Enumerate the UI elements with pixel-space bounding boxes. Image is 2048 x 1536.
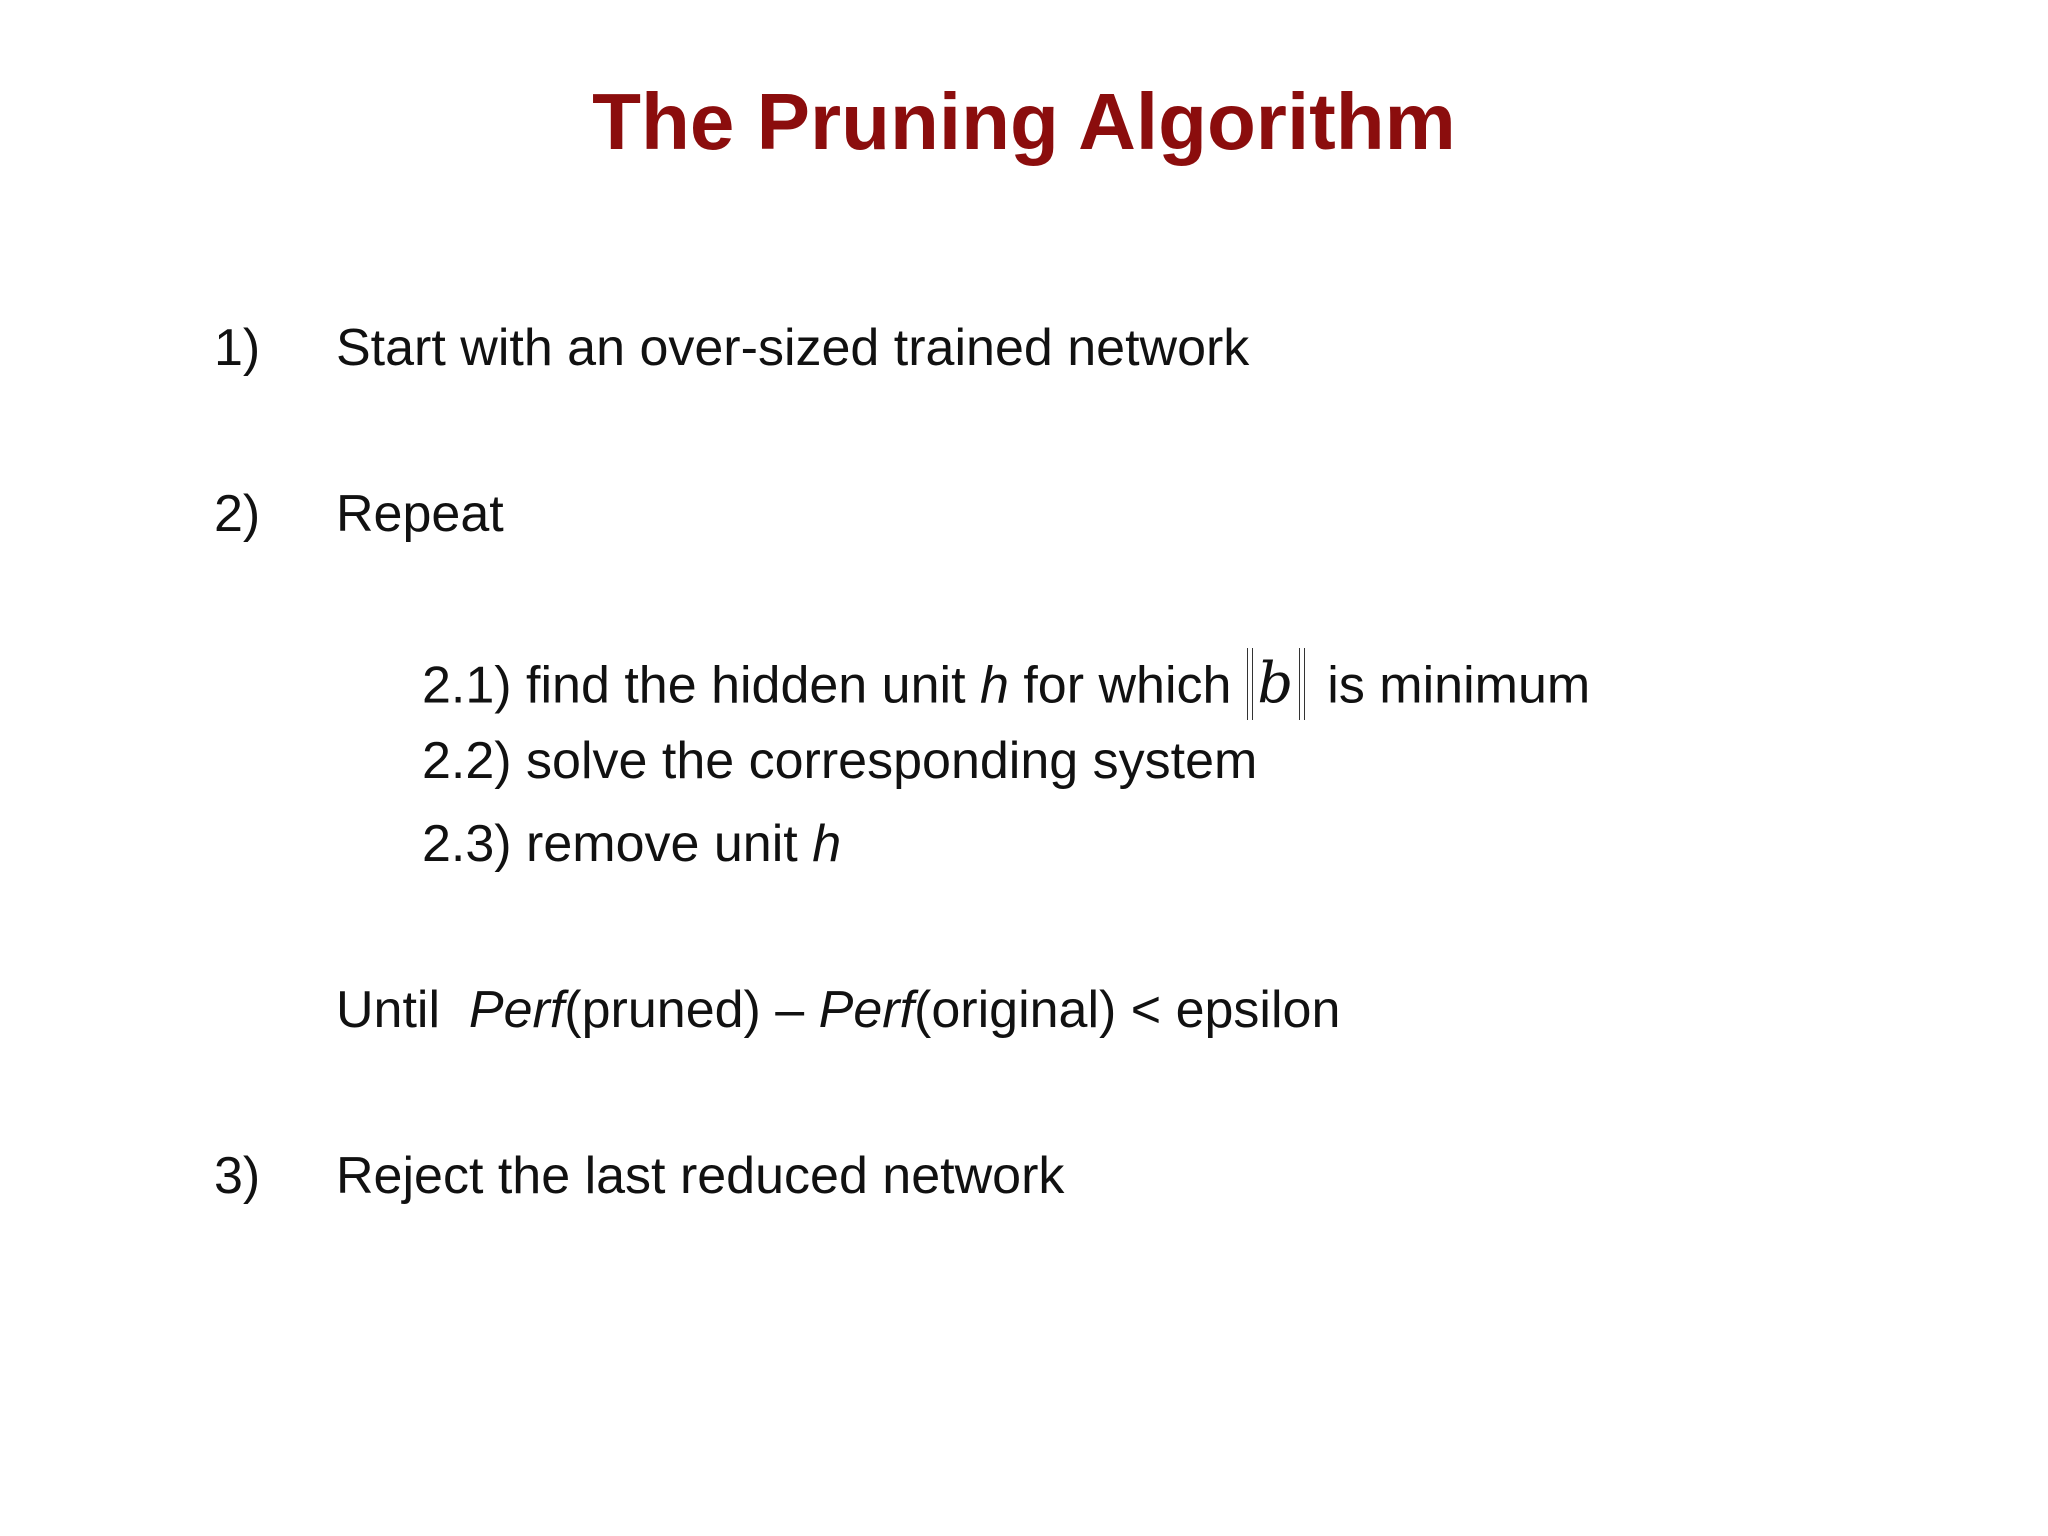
step-1-number: 1) — [214, 319, 261, 377]
step-2-number: 2) — [214, 485, 261, 543]
step-2-text: Repeat — [336, 485, 504, 543]
substep-2-1-suffix: is minimum — [1327, 656, 1591, 715]
until-perf-1: Perf — [468, 981, 565, 1039]
substep-2-1 — [422, 652, 1590, 724]
substep-2-1-middle: for which — [1008, 656, 1232, 715]
norm-bar-right — [1299, 648, 1305, 720]
until-perf-2: Perf — [818, 981, 915, 1039]
substep-2-1-prefix: 2.1) find the hidden unit — [422, 656, 980, 715]
until-middle: (pruned) – — [564, 981, 819, 1039]
norm-variable: b — [1257, 651, 1296, 716]
substep-2-3-variable: h — [812, 815, 842, 873]
step-3-text: Reject the last reduced network — [336, 1147, 1065, 1205]
step-3-number: 3) — [214, 1147, 261, 1205]
substep-2-3 — [422, 815, 842, 873]
slide-title: The Pruning Algorithm — [592, 77, 1456, 166]
norm-bar-left — [1247, 648, 1253, 720]
substep-2-3-prefix: 2.3) remove unit — [422, 815, 813, 873]
until-condition — [336, 981, 1341, 1039]
until-suffix: (original) < epsilon — [914, 981, 1341, 1039]
substep-2-2: 2.2) solve the corresponding system — [422, 732, 1258, 790]
norm-formula — [1243, 648, 1309, 720]
until-prefix: Until — [336, 981, 469, 1039]
step-1-text: Start with an over-sized trained network — [336, 319, 1250, 377]
substep-2-1-variable: h — [979, 656, 1009, 715]
